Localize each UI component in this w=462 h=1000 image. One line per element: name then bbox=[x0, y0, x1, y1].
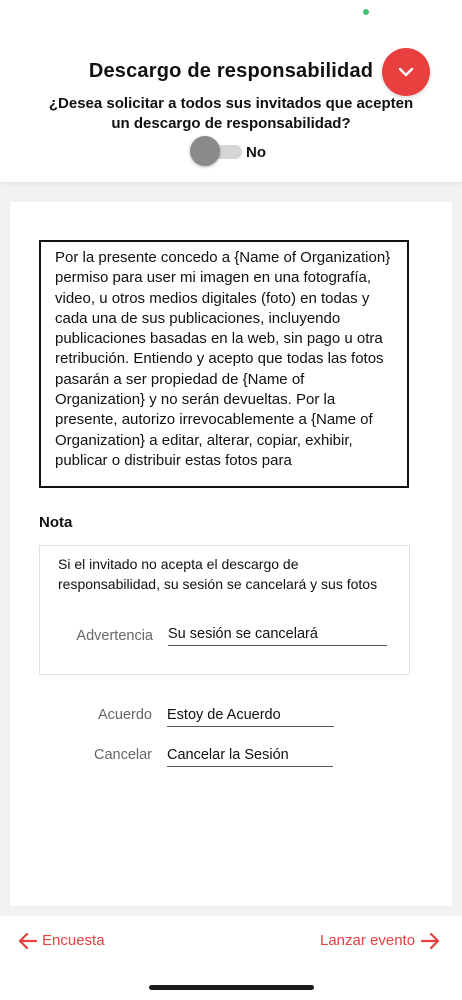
arrow-right-icon bbox=[420, 933, 440, 949]
arrow-left-icon bbox=[18, 933, 38, 949]
note-box bbox=[39, 545, 410, 675]
home-indicator[interactable] bbox=[149, 985, 314, 990]
toggle-label: No bbox=[246, 144, 266, 161]
status-dot bbox=[363, 9, 369, 15]
back-label: Encuesta bbox=[42, 932, 105, 949]
warning-input[interactable]: Su sesión se cancelará bbox=[168, 626, 387, 646]
cancel-input[interactable]: Cancelar la Sesión bbox=[167, 747, 333, 767]
agree-input[interactable]: Estoy de Acuerdo bbox=[167, 707, 334, 727]
chevron-down-icon bbox=[398, 67, 414, 77]
collapse-button[interactable] bbox=[382, 48, 430, 96]
cancel-label: Cancelar bbox=[93, 747, 152, 763]
disclaimer-text-box[interactable] bbox=[39, 240, 409, 488]
launch-event-link[interactable] bbox=[320, 932, 440, 949]
warning-label: Advertencia bbox=[76, 628, 153, 644]
agree-label: Acuerdo bbox=[97, 707, 152, 723]
header bbox=[0, 0, 462, 182]
disclaimer-card bbox=[10, 202, 452, 906]
back-to-survey-link[interactable] bbox=[18, 932, 105, 949]
note-label: Nota bbox=[39, 514, 73, 531]
toggle-knob[interactable] bbox=[190, 136, 220, 166]
disclaimer-text: Por la presente concedo a {Name of Organization} permiso para user mi imagen en una fotografía, video, u otros medios digitales (foto) en todas y cada una de sus publicaciones, incluyendo publicaciones basadas en la web, sin pago u otra retribución. Entiendo y acepto que todas las fotos pasarán a ser propiedad de {Name of Organization} y no serán devueltas. Por la presente, autorizo irrevocablemente a {Name of Organization} a editar, alterar, copiar, exhibir, publicar o distribuir estas fotos para bbox=[55, 249, 391, 469]
disclaimer-toggle[interactable] bbox=[190, 142, 242, 160]
disclaimer-question: ¿Desea solicitar a todos sus invitados que acepten un descargo de responsabilidad? bbox=[48, 95, 414, 132]
note-text: Si el invitado no acepta el descargo de responsabilidad, su sesión se cancelará y sus fotos bbox=[58, 556, 378, 592]
footer-nav bbox=[0, 916, 462, 1000]
page-title: Descargo de responsabilidad bbox=[88, 60, 374, 82]
next-label: Lanzar evento bbox=[320, 932, 416, 949]
